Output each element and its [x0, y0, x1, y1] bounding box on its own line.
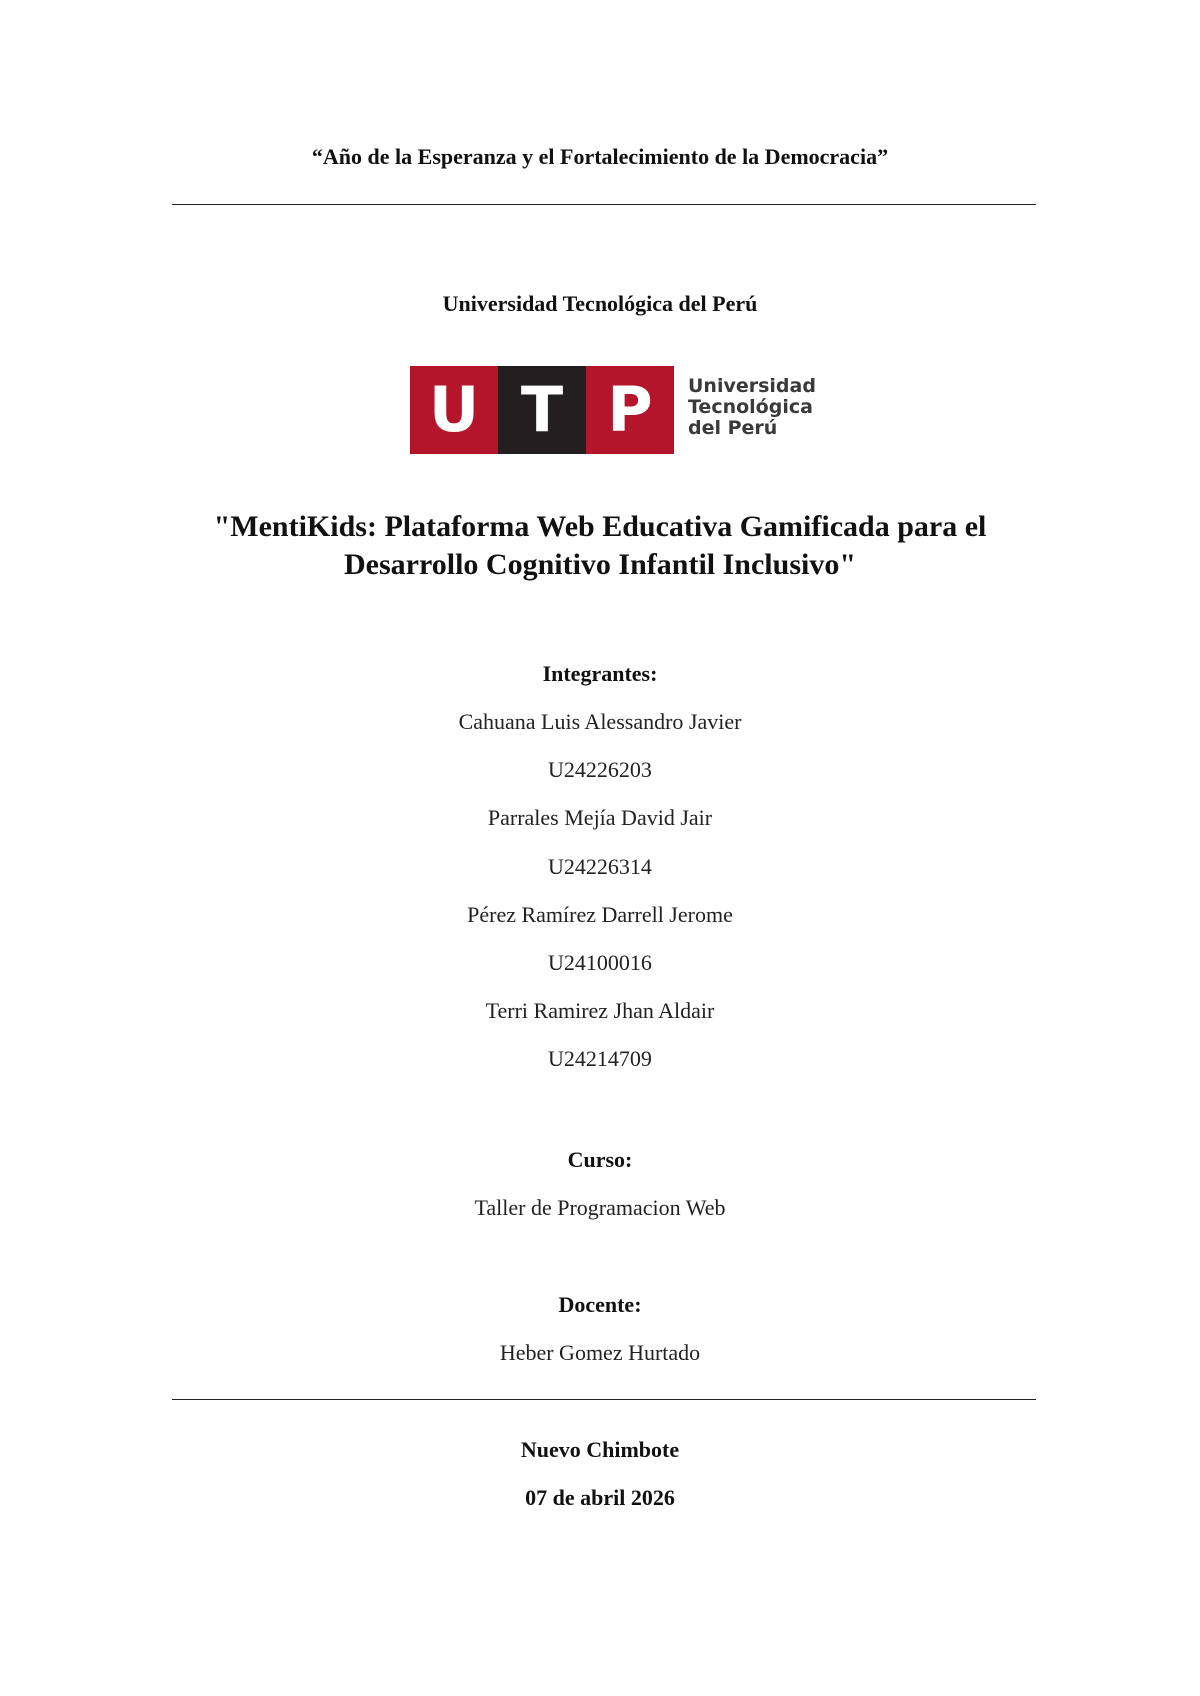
top-divider [172, 204, 1036, 205]
bottom-divider [172, 1399, 1036, 1400]
teacher-value: Heber Gomez Hurtado [499, 1340, 701, 1365]
member-name: Cahuana Luis Alessandro Javier [458, 709, 742, 734]
logo-text-line-3: del Perú [688, 417, 778, 439]
course-label: Curso: [567, 1147, 633, 1172]
member-code: U24226203 [548, 757, 652, 782]
project-title-line-1: "MentiKids: Plataforma Web Educativa Gamificada para el [213, 510, 987, 543]
member-name: Pérez Ramírez Darrell Jerome [467, 902, 733, 927]
logo-text-line-1: Universidad [688, 375, 816, 397]
member-code: U24100016 [548, 950, 652, 975]
logo-letter-t: T [498, 366, 586, 454]
course-value: Taller de Programacion Web [474, 1195, 726, 1220]
date: 07 de abril 2026 [525, 1485, 675, 1510]
member-name: Terri Ramirez Jhan Aldair [485, 998, 715, 1023]
logo-letter-p: P [586, 366, 674, 454]
teacher-label: Docente: [558, 1292, 642, 1317]
member-code: U24226314 [548, 854, 652, 879]
project-title [150, 508, 1050, 584]
university-name: Universidad Tecnológica del Perú [442, 291, 758, 316]
project-title-line-2: Desarrollo Cognitivo Infantil Inclusivo" [344, 548, 856, 581]
logo-letter-u: U [410, 366, 498, 454]
utp-logo [410, 366, 816, 454]
members-label: Integrantes: [542, 661, 658, 686]
logo-wordmark [688, 376, 816, 439]
member-name: Parrales Mejía David Jair [487, 805, 713, 830]
city: Nuevo Chimbote [520, 1437, 680, 1462]
member-code: U24214709 [548, 1046, 652, 1071]
logo-text-line-2: Tecnológica [688, 396, 813, 418]
motto-heading: “Año de la Esperanza y el Fortalecimiento de la Democracia” [311, 144, 889, 169]
